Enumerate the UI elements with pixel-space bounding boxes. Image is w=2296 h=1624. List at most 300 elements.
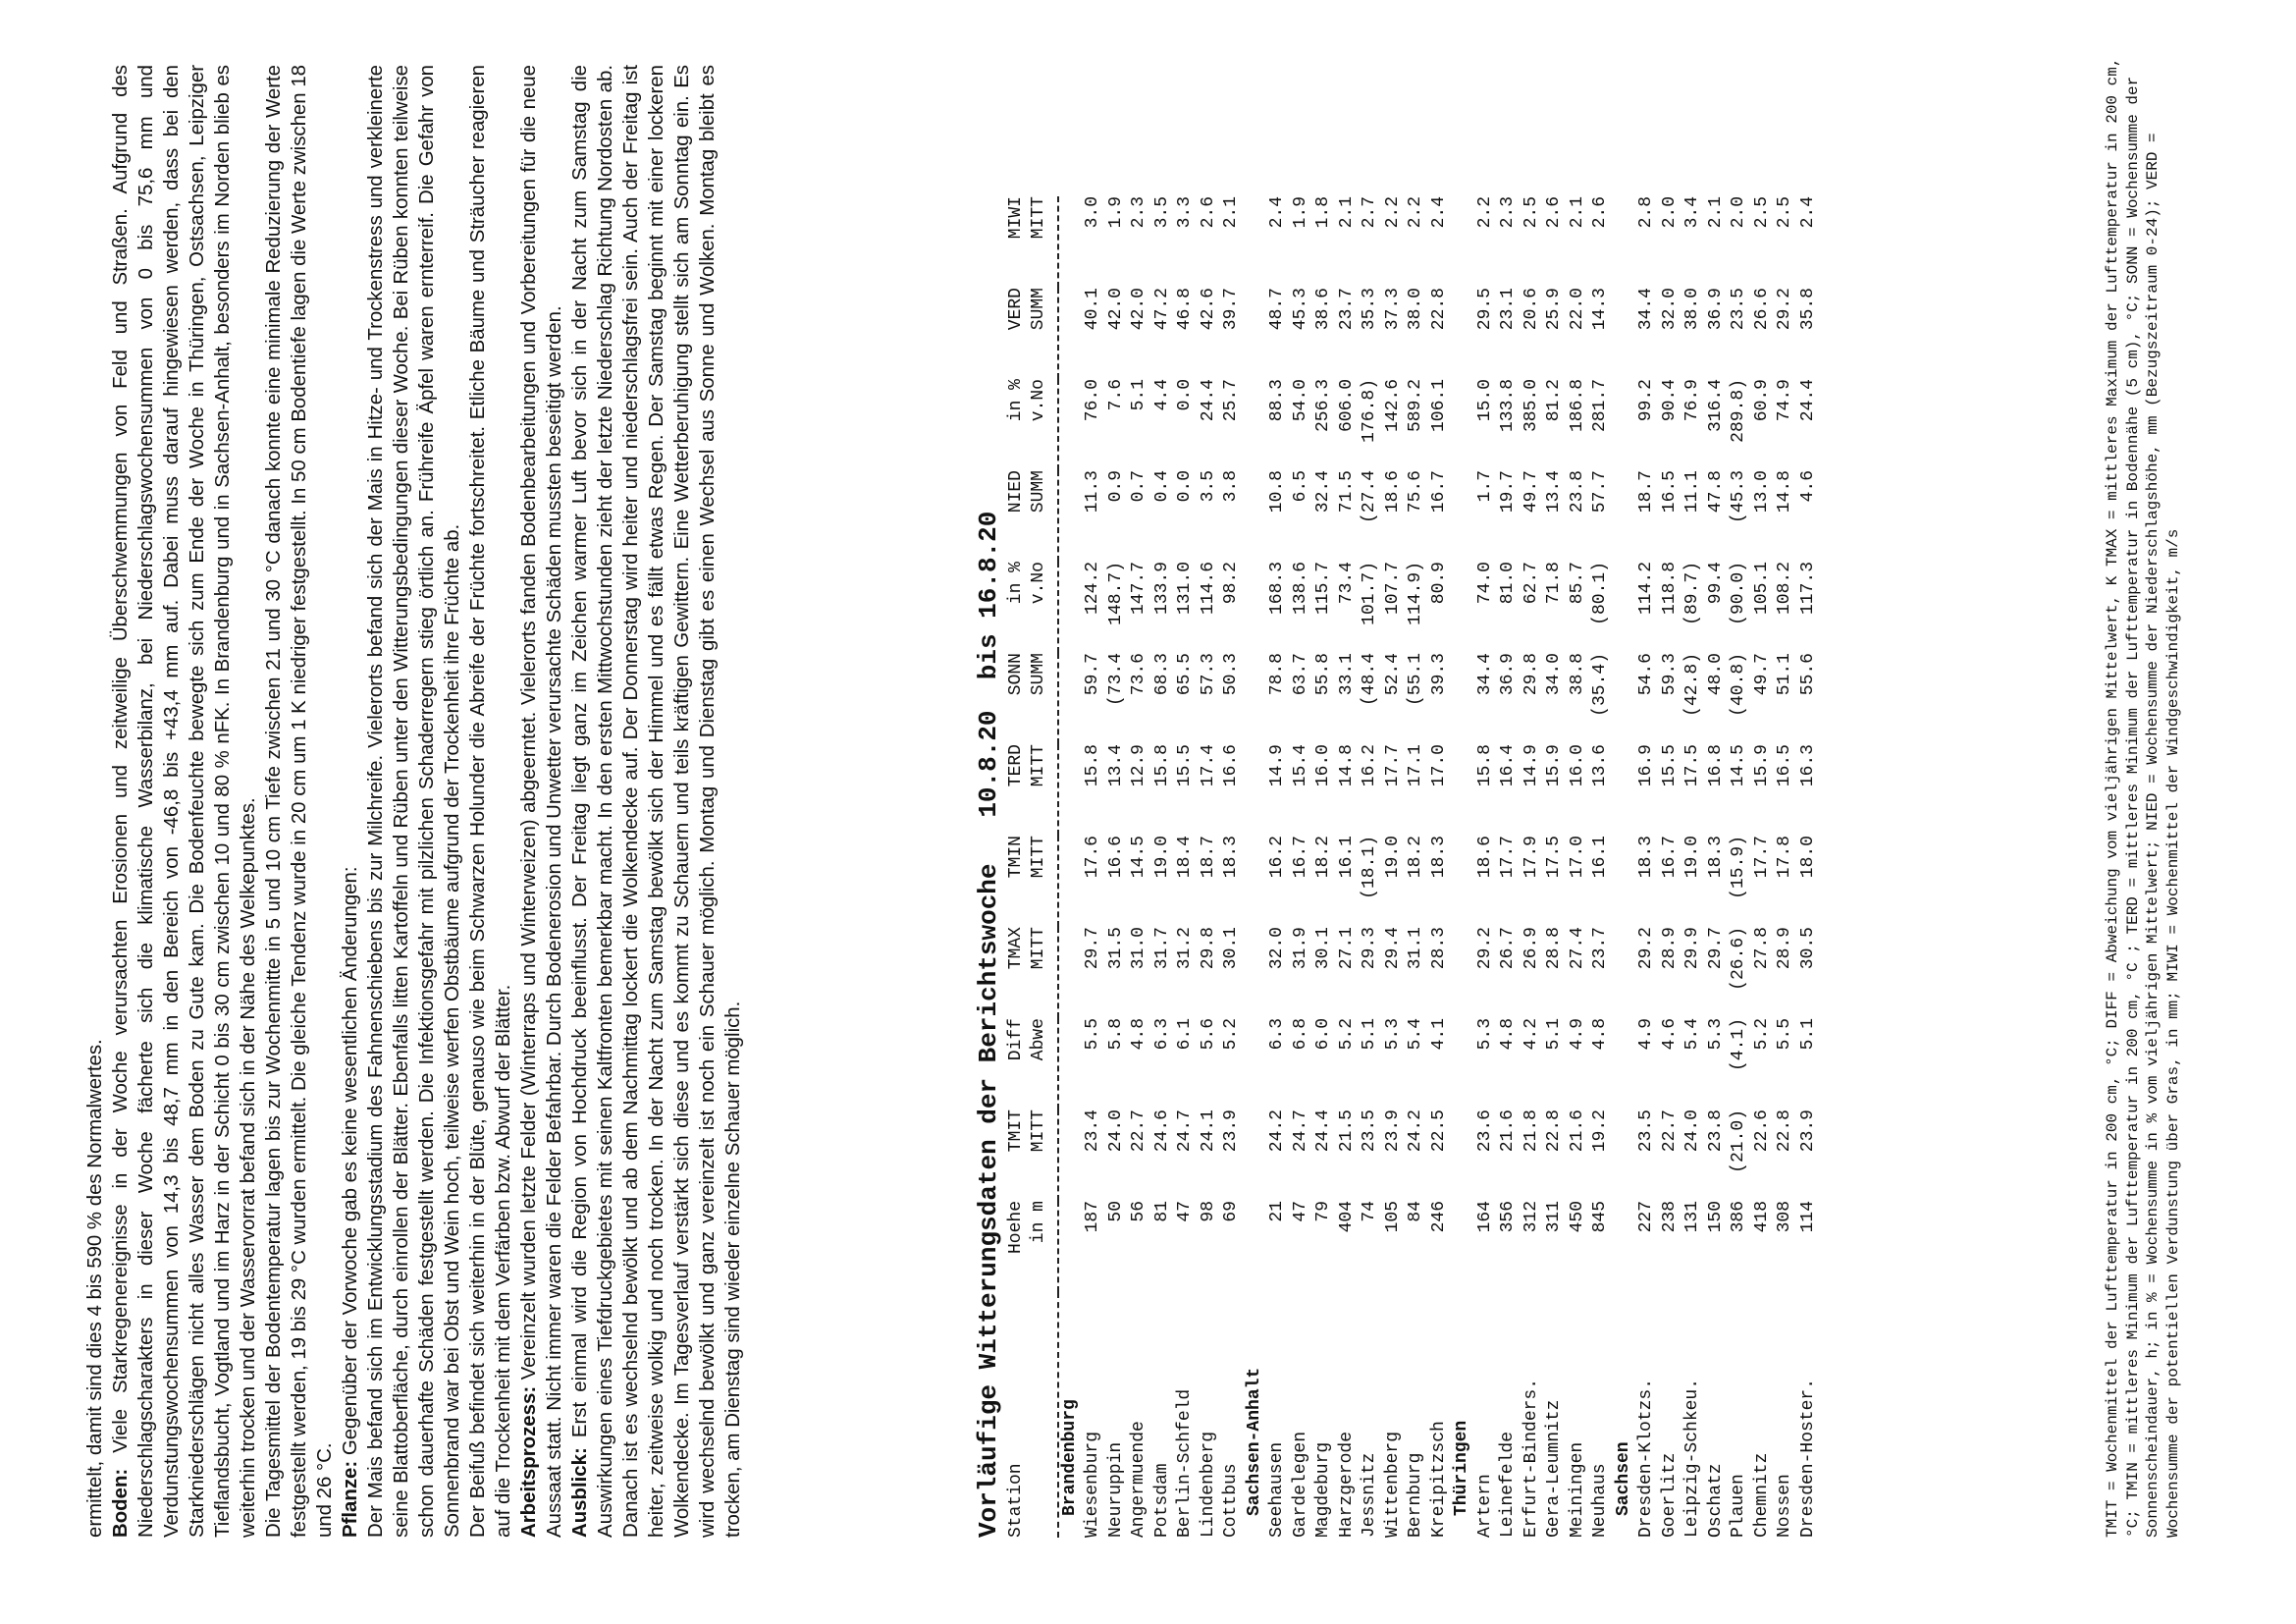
station-name: Cottbus: [1221, 1463, 1241, 1538]
station-name: Meiningen: [1567, 1441, 1587, 1538]
station-name: Wittenberg: [1382, 1431, 1403, 1538]
data-cell: 81: [1151, 1201, 1172, 1222]
data-cell: 30.5: [1797, 927, 1818, 970]
data-cell: 99.4: [1705, 562, 1726, 605]
data-cell: 28.9: [1775, 927, 1794, 970]
data-cell: 24.6: [1151, 1110, 1172, 1153]
data-cell: 42.0: [1129, 288, 1148, 331]
data-cell: 31.5: [1105, 927, 1126, 970]
data-cell: 147.7: [1129, 562, 1148, 616]
data-cell: (4.1): [1729, 1018, 1748, 1072]
table-row: [1359, 196, 1382, 1538]
table-row: [1082, 196, 1105, 1538]
column-subheader: MITT: [1029, 744, 1048, 787]
data-cell: 131.0: [1175, 562, 1195, 616]
region-header-row: [1451, 196, 1474, 1538]
column-header: NIED: [1005, 470, 1026, 514]
station-name: Seehausen: [1267, 1441, 1287, 1538]
data-cell: 17.9: [1521, 836, 1541, 879]
data-cell: 14.5: [1729, 744, 1748, 787]
data-cell: 1.9: [1290, 196, 1310, 229]
data-cell: 2.2: [1474, 196, 1495, 229]
data-cell: 56: [1129, 1201, 1148, 1222]
data-cell: 404: [1336, 1201, 1357, 1233]
weather-data-section: [974, 45, 1820, 1538]
data-cell: (42.8): [1682, 653, 1702, 717]
data-cell: 0.0: [1175, 379, 1195, 411]
data-cell: 5.8: [1105, 1018, 1126, 1051]
data-cell: 5.1: [1129, 379, 1148, 411]
region-name: Sachsen-Anhalt: [1244, 1367, 1264, 1516]
data-cell: 18.7: [1636, 470, 1656, 514]
data-cell: 22.8: [1428, 288, 1449, 331]
data-cell: 6.3: [1267, 1018, 1287, 1051]
data-cell: 18.6: [1474, 836, 1495, 879]
table-row: [1728, 196, 1751, 1538]
data-cell: 16.0: [1313, 744, 1333, 787]
data-cell: 16.8: [1705, 744, 1726, 787]
data-cell: 0.4: [1151, 470, 1172, 503]
paragraph-text: ermittelt, damit sind dies 4 bis 590 % des Normalwertes.: [84, 1039, 106, 1538]
data-cell: 281.7: [1590, 379, 1610, 433]
data-cell: 227: [1636, 1201, 1656, 1233]
data-cell: 36.9: [1705, 288, 1726, 331]
station-name: Angermuende: [1129, 1421, 1148, 1538]
data-cell: 2.6: [1198, 196, 1218, 229]
data-cell: 133.8: [1498, 379, 1518, 433]
data-cell: 23.6: [1474, 1110, 1495, 1153]
data-cell: 23.9: [1797, 1110, 1818, 1153]
column-subheader: SUMM: [1029, 288, 1048, 331]
data-cell: 78.8: [1267, 653, 1287, 696]
data-cell: (80.1): [1590, 562, 1610, 625]
data-cell: 51.1: [1775, 653, 1794, 696]
data-cell: 42.6: [1198, 288, 1218, 331]
data-cell: 124.2: [1083, 562, 1102, 616]
table-row: [1751, 196, 1775, 1538]
region-header-row: [1244, 196, 1267, 1538]
paragraph-boden: [108, 65, 261, 1538]
data-cell: 17.5: [1682, 744, 1702, 787]
data-cell: 2.1: [1705, 196, 1726, 229]
data-cell: 589.2: [1406, 379, 1425, 433]
column-subheader: MITT: [1029, 196, 1048, 240]
data-cell: 4.6: [1659, 1018, 1680, 1051]
data-cell: 14.5: [1129, 836, 1148, 879]
data-cell: 19.0: [1382, 836, 1403, 879]
data-cell: 16.9: [1636, 744, 1656, 787]
data-cell: 18.0: [1797, 836, 1818, 879]
data-cell: 17.0: [1567, 836, 1587, 879]
data-cell: 29.2: [1775, 288, 1794, 331]
table-row: [1312, 196, 1336, 1538]
table-body: [1058, 196, 1821, 1538]
data-cell: 29.2: [1636, 927, 1656, 970]
table-row: [1174, 196, 1198, 1538]
data-cell: 73.6: [1129, 653, 1148, 696]
data-cell: 176.8): [1360, 379, 1379, 443]
data-cell: 5.3: [1474, 1018, 1495, 1051]
table-row: [1705, 196, 1729, 1538]
data-cell: 29.3: [1360, 927, 1379, 970]
data-cell: 3.5: [1151, 196, 1172, 229]
data-cell: 2.6: [1590, 196, 1610, 229]
data-cell: 10.8: [1267, 470, 1287, 514]
data-cell: 114.9): [1406, 562, 1425, 625]
data-cell: 114: [1797, 1201, 1818, 1233]
data-cell: 76.0: [1083, 379, 1102, 422]
data-cell: 3.3: [1175, 196, 1195, 229]
paragraph-text: Vereinzelt wurden letzte Felder (Winterraps und Winterweizen) abgeerntet. Vielerorts fanden Bodenbearbeitungen und Vorbereitungen für die neue Aussaat statt. Nicht immer waren die Felder Befahrbar. Durch Bodenerosion und Unwetter verursachte Schäden mussten beseitigt werden.: [518, 65, 565, 1538]
data-cell: 26.9: [1521, 927, 1541, 970]
data-cell: 150: [1705, 1201, 1726, 1233]
data-cell: 49.7: [1521, 470, 1541, 514]
data-cell: 26.7: [1498, 927, 1518, 970]
data-cell: 450: [1567, 1201, 1587, 1233]
data-cell: 81.2: [1544, 379, 1564, 422]
data-cell: 27.1: [1336, 927, 1357, 970]
data-cell: (73.4: [1105, 653, 1126, 707]
data-cell: 35.8: [1797, 288, 1818, 331]
column-header: TMIT: [1005, 1110, 1026, 1153]
data-cell: 114.6: [1198, 562, 1218, 616]
data-cell: 14.8: [1775, 470, 1794, 514]
data-cell: 5.5: [1775, 1018, 1794, 1051]
data-cell: 4.6: [1797, 470, 1818, 503]
data-cell: 148.7): [1105, 562, 1126, 625]
section-label-boden: Boden:: [110, 1468, 132, 1538]
section-label-pflanze: Pflanze:: [340, 1460, 361, 1538]
station-name: Nossen: [1775, 1474, 1794, 1538]
data-cell: 13.0: [1751, 470, 1772, 514]
weather-data-table: [1005, 196, 1821, 1538]
data-cell: 16.1: [1590, 836, 1610, 879]
column-header: TMAX: [1005, 927, 1026, 970]
data-cell: 5.2: [1336, 1018, 1357, 1051]
data-cell: (45.3: [1729, 470, 1748, 524]
data-cell: 75.6: [1406, 470, 1425, 514]
data-cell: 2.0: [1659, 196, 1680, 229]
data-cell: 24.2: [1406, 1110, 1425, 1153]
data-cell: 2.4: [1428, 196, 1449, 229]
data-cell: 19.0: [1682, 836, 1702, 879]
table-row: [1774, 196, 1797, 1538]
data-cell: 59.7: [1083, 653, 1102, 696]
region-header-row: [1058, 196, 1083, 1538]
data-cell: 18.3: [1428, 836, 1449, 879]
data-cell: 23.8: [1567, 470, 1587, 514]
data-cell: 24.7: [1175, 1110, 1195, 1153]
data-cell: 23.4: [1083, 1110, 1102, 1153]
table-row: [1428, 196, 1452, 1538]
data-cell: 2.1: [1221, 196, 1241, 229]
data-cell: 3.5: [1198, 470, 1218, 503]
data-cell: 90.4: [1659, 379, 1680, 422]
station-name: Artern: [1474, 1474, 1495, 1538]
data-cell: 81.0: [1498, 562, 1518, 605]
data-cell: 14.9: [1267, 744, 1287, 787]
data-cell: 16.7: [1290, 836, 1310, 879]
data-cell: 18.3: [1221, 836, 1241, 879]
data-cell: 16.6: [1105, 836, 1126, 879]
data-cell: 4.8: [1129, 1018, 1148, 1051]
station-name: Chemnitz: [1751, 1452, 1772, 1538]
data-cell: 1.7: [1474, 470, 1495, 503]
data-cell: 47.2: [1151, 288, 1172, 331]
data-cell: 5.3: [1705, 1018, 1726, 1051]
table-row: [1405, 196, 1428, 1538]
paragraph-text: Gegenüber der Vorwoche gab es keine wesentlichen Änderungen:: [340, 866, 361, 1461]
table-legend: [2103, 55, 2183, 1538]
data-cell: 17.5: [1544, 836, 1564, 879]
data-cell: 15.5: [1659, 744, 1680, 787]
data-cell: 5.3: [1382, 1018, 1403, 1051]
data-cell: 39.3: [1428, 653, 1449, 696]
table-row: [1567, 196, 1590, 1538]
paragraph-normal-values: [82, 65, 108, 1538]
data-cell: 48.0: [1705, 653, 1726, 696]
paragraph-text: Erst einmal wird die Region von Hochdruck beeinflusst. Der Freitag liegt ganz im Zeichen warmer Luft bevor sich in der Nacht zum Samstag die Auswirkungen eines Tiefdruckgebietes mit seinen Kaltfronten bemerkbar macht. In den ersten Mittwochstunden zieht der letzte Niederschlag Richtung Nordosten ab. Danach ist es wechselnd bewölkt und ab dem Nachmittag lockert die Wolkendecke auf. Der Donnerstag wird heiter und niederschlagsfrei sein. Auch der Freitag ist heiter, zeitweise wolkig und noch trocken. In der Nacht zum Samstag bewölkt sich der Himmel und es fällt etwas Regen. Der Samstag beginnt mit einer lockeren Wolkendecke. Im Tagesverlauf verstärkt sich diese und es kommt zu Schauern und teils kräftigen Gewittern. Eine Wetterberuhigung stellt sich am Sonntag ein. Es wird wechselnd bewölkt und ganz vereinzelt ist noch ein Schauer möglich. Montag und Dienstag gibt es einen Wechsel aus Sonne und Wolken. Montag bleibt es trocken, am Dienstag sind wieder einzelne Schauer möglich.: [569, 65, 744, 1538]
data-cell: 55.8: [1313, 653, 1333, 696]
data-cell: 22.8: [1775, 1110, 1794, 1153]
station-name: Bernburg: [1406, 1452, 1425, 1538]
data-cell: 2.7: [1360, 196, 1379, 229]
data-cell: 33.1: [1336, 653, 1357, 696]
table-row: [1151, 196, 1175, 1538]
data-cell: 54.0: [1290, 379, 1310, 422]
data-cell: 16.1: [1336, 836, 1357, 879]
data-cell: 71.5: [1336, 470, 1357, 514]
data-cell: 106.1: [1428, 379, 1449, 433]
data-cell: 21.5: [1336, 1110, 1357, 1153]
data-cell: 15.8: [1474, 744, 1495, 787]
data-cell: 0.9: [1105, 470, 1126, 503]
data-cell: 13.4: [1105, 744, 1126, 787]
data-cell: 26.6: [1751, 288, 1772, 331]
data-cell: 34.4: [1636, 288, 1656, 331]
table-row: [1266, 196, 1290, 1538]
data-cell: (21.0): [1729, 1110, 1748, 1173]
data-cell: 2.1: [1567, 196, 1587, 229]
data-cell: 142.6: [1382, 379, 1403, 433]
column-subheader: v.No: [1029, 379, 1048, 422]
paragraph-beifuss: [465, 65, 516, 1538]
table-row: [1474, 196, 1498, 1538]
data-cell: 31.9: [1290, 927, 1310, 970]
data-cell: 24.0: [1682, 1110, 1702, 1153]
data-cell: 60.9: [1751, 379, 1772, 422]
data-cell: 22.0: [1567, 288, 1587, 331]
data-cell: 23.5: [1636, 1110, 1656, 1153]
table-row: [1336, 196, 1360, 1538]
data-cell: 105.1: [1751, 562, 1772, 616]
column-header: in %: [1005, 379, 1026, 422]
data-cell: 98: [1198, 1201, 1218, 1222]
data-cell: 40.1: [1083, 288, 1102, 331]
data-cell: 4.2: [1521, 1018, 1541, 1051]
data-cell: 14.9: [1521, 744, 1541, 787]
data-cell: 5.4: [1406, 1018, 1425, 1051]
data-cell: 65.5: [1175, 653, 1195, 696]
data-cell: 6.8: [1290, 1018, 1310, 1051]
column-subheader: v.No: [1029, 562, 1048, 605]
data-cell: 99.2: [1636, 379, 1656, 422]
data-cell: 34.4: [1474, 653, 1495, 696]
station-name: Kreipitzsch: [1428, 1421, 1449, 1538]
data-cell: 29.2: [1474, 927, 1495, 970]
station-name: Lindenberg: [1198, 1431, 1218, 1538]
data-cell: 21.6: [1498, 1110, 1518, 1153]
header-divider: [1051, 196, 1058, 1538]
station-name: Gera-Leumnitz: [1544, 1399, 1564, 1538]
data-cell: 42.0: [1105, 288, 1126, 331]
section-label-arbeitsprozess: Arbeitsprozess:: [518, 1385, 540, 1538]
data-cell: 74.9: [1775, 379, 1794, 422]
data-cell: 23.5: [1729, 288, 1748, 331]
data-cell: 5.1: [1797, 1018, 1818, 1051]
data-cell: 4.1: [1428, 1018, 1449, 1051]
data-cell: 48.7: [1267, 288, 1287, 331]
data-cell: (40.8): [1729, 653, 1748, 717]
data-cell: (26.6): [1729, 927, 1748, 991]
data-cell: (48.4: [1360, 653, 1379, 707]
data-cell: 71.8: [1544, 562, 1564, 605]
station-name: Berlin-Schfeld: [1175, 1388, 1195, 1538]
data-cell: 28.8: [1544, 927, 1564, 970]
region-name: Thüringen: [1452, 1420, 1471, 1516]
data-cell: 23.7: [1590, 927, 1610, 970]
data-cell: 18.4: [1175, 836, 1195, 879]
data-cell: (89.7): [1682, 562, 1702, 625]
data-cell: 17.7: [1751, 836, 1772, 879]
data-cell: 18.7: [1198, 836, 1218, 879]
data-cell: 62.7: [1521, 562, 1541, 605]
data-cell: 15.9: [1544, 744, 1564, 787]
data-cell: 16.5: [1775, 744, 1794, 787]
data-cell: 118.8: [1659, 562, 1680, 616]
data-cell: 28.3: [1428, 927, 1449, 970]
table-row: [1521, 196, 1544, 1538]
data-cell: 13.4: [1544, 470, 1564, 514]
paragraph-arbeitsprozess: [516, 65, 567, 1538]
data-cell: 17.0: [1428, 744, 1449, 787]
table-header-row-2: [1028, 196, 1051, 1538]
data-cell: 11.3: [1083, 470, 1102, 514]
data-cell: 80.9: [1428, 562, 1449, 605]
column-subheader: Abwe: [1029, 1018, 1048, 1061]
data-cell: 39.7: [1221, 288, 1241, 331]
data-cell: 23.7: [1336, 288, 1357, 331]
data-cell: 16.2: [1360, 744, 1379, 787]
paragraph-mais: [363, 65, 465, 1538]
table-row: [1198, 196, 1221, 1538]
data-cell: 845: [1590, 1201, 1610, 1233]
data-cell: 38.8: [1567, 653, 1587, 696]
data-cell: 6.3: [1151, 1018, 1172, 1051]
data-cell: 37.3: [1382, 288, 1403, 331]
data-cell: 22.8: [1544, 1110, 1564, 1153]
data-cell: 29.8: [1521, 653, 1541, 696]
data-cell: (15.9): [1729, 836, 1748, 899]
data-cell: 2.5: [1751, 196, 1772, 229]
data-cell: 1.9: [1105, 196, 1126, 229]
data-cell: 17.7: [1382, 744, 1403, 787]
data-cell: 16.7: [1659, 836, 1680, 879]
data-cell: 68.3: [1151, 653, 1172, 696]
data-cell: 289.8): [1729, 379, 1748, 443]
column-header: VERD: [1005, 288, 1026, 331]
table-row: [1682, 196, 1705, 1538]
data-cell: 34.0: [1544, 653, 1564, 696]
table-row: [1497, 196, 1521, 1538]
data-cell: 2.5: [1521, 196, 1541, 229]
data-cell: 18.6: [1382, 470, 1403, 514]
data-cell: 101.7): [1360, 562, 1379, 625]
data-cell: 2.3: [1129, 196, 1148, 229]
data-cell: 27.8: [1751, 927, 1772, 970]
data-cell: 19.7: [1498, 470, 1518, 514]
data-cell: 27.4: [1567, 927, 1587, 970]
data-cell: 16.3: [1797, 744, 1818, 787]
station-name: Wiesenburg: [1083, 1431, 1102, 1538]
data-cell: 385.0: [1521, 379, 1541, 433]
data-cell: 14.8: [1336, 744, 1357, 787]
column-subheader: SUMM: [1029, 470, 1048, 514]
station-name: Jessnitz: [1360, 1452, 1379, 1538]
data-cell: 57.7: [1590, 470, 1610, 514]
data-cell: 59.3: [1659, 653, 1680, 696]
data-cell: 115.7: [1313, 562, 1333, 616]
data-cell: 18.2: [1313, 836, 1333, 879]
data-cell: 133.9: [1151, 562, 1172, 616]
column-header: Station: [1005, 1463, 1026, 1538]
data-cell: 356: [1498, 1201, 1518, 1233]
data-cell: 117.3: [1797, 562, 1818, 616]
data-cell: 38.6: [1313, 288, 1333, 331]
data-cell: 47: [1175, 1201, 1195, 1222]
data-cell: 386: [1729, 1201, 1748, 1233]
data-cell: 25.9: [1544, 288, 1564, 331]
data-cell: 5.1: [1360, 1018, 1379, 1051]
data-cell: 29.4: [1382, 927, 1403, 970]
data-cell: 5.5: [1083, 1018, 1102, 1051]
data-cell: 15.0: [1474, 379, 1495, 422]
data-cell: 24.1: [1198, 1110, 1218, 1153]
data-cell: 131: [1682, 1201, 1702, 1233]
data-cell: 17.6: [1083, 836, 1102, 879]
data-cell: 20.6: [1521, 288, 1541, 331]
data-cell: 105: [1382, 1201, 1403, 1233]
data-cell: 22.7: [1659, 1110, 1680, 1153]
data-cell: 308: [1775, 1201, 1794, 1233]
data-cell: 45.3: [1290, 288, 1310, 331]
station-name: Gardelegen: [1290, 1431, 1310, 1538]
paragraph-ausblick: [567, 65, 746, 1538]
data-cell: 31.2: [1175, 927, 1195, 970]
data-cell: 21.6: [1567, 1110, 1587, 1153]
station-name: Harzgerode: [1336, 1431, 1357, 1538]
data-cell: 186.8: [1567, 379, 1587, 433]
data-cell: 35.3: [1360, 288, 1379, 331]
column-subheader: MITT: [1029, 1110, 1048, 1153]
data-cell: 32.4: [1313, 470, 1333, 514]
data-cell: 4.8: [1590, 1018, 1610, 1051]
station-name: Potsdam: [1151, 1463, 1172, 1538]
data-cell: 0.7: [1129, 470, 1148, 503]
paragraph-text: Der Beifuß befindet sich weiterhin in der Blüte, genauso wie beim Schwarzen Holunder die Abreife der Früchte fortschreitet. Etliche Bäume und Sträucher reagieren auf die Trockenheit mit dem Verfärben bzw. Abwurf der Blätter.: [467, 65, 514, 1538]
data-cell: (18.1): [1360, 836, 1379, 899]
table-header-row-1: [1005, 196, 1029, 1538]
